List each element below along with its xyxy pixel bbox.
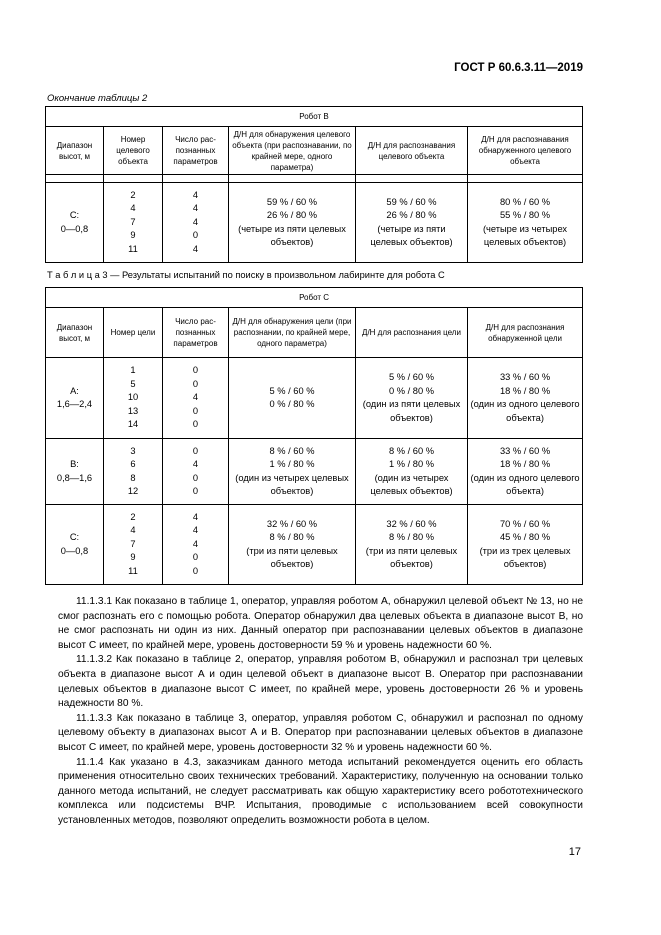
table2-caption: Окончание таблицы 2 — [47, 93, 148, 104]
params-cell: 0 4 0 0 — [163, 439, 229, 505]
body-text — [58, 595, 583, 829]
table-row — [46, 183, 583, 263]
col-header: Д/Н для обнаружения целевого объекта (при распознавании, по крайней мере, одного параметра) — [229, 127, 356, 175]
col-header: Д/Н для распознавания обнаруженного целевого объекта — [468, 127, 583, 175]
recog-cell: 8 % / 60 % 1 % / 80 % (один из четырех целевых объектов) — [356, 439, 468, 505]
detect-cell: 8 % / 60 % 1 % / 80 % (один из четырех целевых объектов) — [229, 439, 356, 505]
recog-cell: 5 % / 60 % 0 % / 80 % (один из пяти целевых объектов) — [356, 358, 468, 439]
robot-header: Робот B — [46, 107, 583, 127]
col-header: Д/Н для распознания обнаруженной цели — [468, 308, 583, 358]
number-cell: 1 5 10 13 14 — [104, 358, 163, 439]
range-cell: В: 0,8—1,6 — [46, 439, 104, 505]
table-2 — [45, 106, 583, 263]
recog-cell: 59 % / 60 % 26 % / 80 % (четыре из пяти целевых объектов) — [356, 183, 468, 263]
table-row — [46, 439, 583, 505]
col-header: Диапазон высот, м — [46, 308, 104, 358]
recog-detected-cell: 70 % / 60 % 45 % / 80 % (три из трех целевых объектов) — [468, 505, 583, 585]
table-3 — [45, 287, 583, 585]
table-row — [46, 505, 583, 585]
col-header: Д/Н для распознавания целевого объекта — [356, 127, 468, 175]
range-cell: А: 1,6—2,4 — [46, 358, 104, 439]
params-cell: 4 4 4 0 0 — [163, 505, 229, 585]
params-cell: 4 4 4 0 4 — [163, 183, 229, 263]
number-cell: 3 6 8 12 — [104, 439, 163, 505]
recog-detected-cell: 80 % / 60 % 55 % / 80 % (четыре из четырех целевых объектов) — [468, 183, 583, 263]
standard-designation: ГОСТ Р 60.6.3.11—2019 — [454, 62, 583, 74]
recog-detected-cell: 33 % / 60 % 18 % / 80 % (один из одного целевого объекта) — [468, 439, 583, 505]
detect-cell: 59 % / 60 % 26 % / 80 % (четыре из пяти целевых объектов) — [229, 183, 356, 263]
paragraph: 11.1.3.2 Как показано в таблице 2, оператор, управляя роботом В, обнаружил и распознал три целевых объекта в диапазоне высот А и один целевой объект в диапазоне высот В. Оператор при распознавании целевых объектов в диапазоне высот С имеет, по крайней мере, уровень достоверности 26 % и уровень надежности 80 %. — [58, 654, 583, 710]
recog-cell: 32 % / 60 % 8 % / 80 % (три из пяти целевых объектов) — [356, 505, 468, 585]
col-header: Д/Н для распознания цели — [356, 308, 468, 358]
paragraph: 11.1.3.1 Как показано в таблице 1, оператор, управляя роботом А, обнаружил целевой объект № 13, но не смог распознать его с помощью робота. Оператор обнаружил два целевых объекта в диапазоне высот В, но не смог распознать ни один из них. Данный оператор при распознавании целевых объектов в диапазоне высот С имеет, по крайней мере, уровень достоверности 59 % и уровень надежности 60 %. — [58, 596, 583, 651]
page-number: 17 — [568, 846, 581, 858]
table-row — [46, 358, 583, 439]
paragraph: 11.1.3.3 Как показано в таблице 3, оператор, управляя роботом С, обнаружил и распознал по одному целевому объекту в диапазонах высот А и В. Оператор при распознавании целевых объектов в диапазоне высот С имеет, по крайней мере, уровень достоверности 32 % и уровень надежности 60 %. — [58, 712, 583, 753]
col-header: Номер целевого объекта — [104, 127, 163, 175]
params-cell: 0 0 4 0 0 — [163, 358, 229, 439]
range-cell: С: 0—0,8 — [46, 505, 104, 585]
range-cell: C: 0—0,8 — [46, 183, 104, 263]
col-header: Номер цели — [104, 308, 163, 358]
robot-header: Робот С — [46, 288, 583, 308]
col-header: Д/Н для обнаружения цели (при распознании, по крайней мере, одного параметра) — [229, 308, 356, 358]
col-header: Диапазон высот, м — [46, 127, 104, 175]
recog-detected-cell: 33 % / 60 % 18 % / 80 % (один из одного целевого объекта) — [468, 358, 583, 439]
col-header: Число рас-познанных параметров — [163, 308, 229, 358]
paragraph: 11.1.4 Как указано в 4.3, заказчикам данного метода испытаний рекомендуется оценить его область применения относительно своих технических требований. Характеристику, полученную на основании только данного метода испытаний, не следует рассматривать как общую характеристику всего робототехнического комплекса или подсистемы ВЧР. Испытания, проводимые с использованием всей совокупности установленных методов, позволяют определить возможности робота в целом. — [58, 756, 583, 826]
detect-cell: 5 % / 60 % 0 % / 80 % — [229, 358, 356, 439]
number-cell: 2 4 7 9 11 — [104, 505, 163, 585]
detect-cell: 32 % / 60 % 8 % / 80 % (три из пяти целевых объектов) — [229, 505, 356, 585]
number-cell: 2 4 7 9 11 — [104, 183, 163, 263]
col-header: Число рас-познанных параметров — [163, 127, 229, 175]
table3-caption: Т а б л и ц а 3 — Результаты испытаний по поиску в произвольном лабиринте для робота С — [47, 270, 445, 280]
